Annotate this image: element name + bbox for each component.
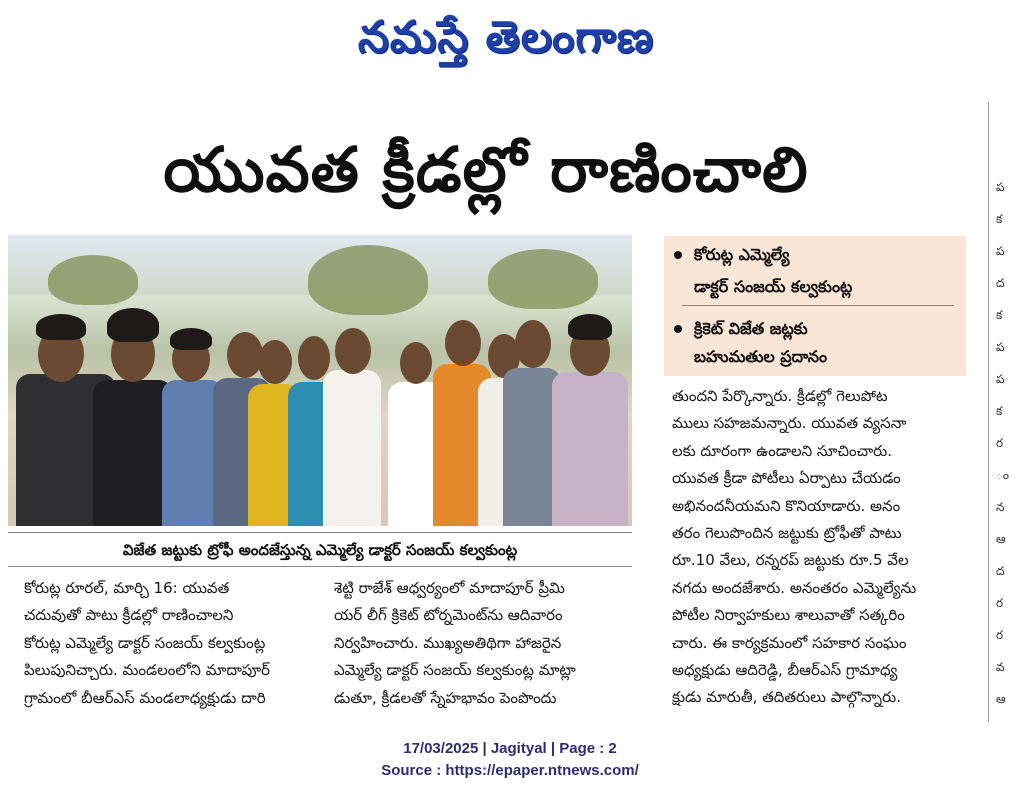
newspaper-masthead: నమస్తే తెలంగాణ: [357, 12, 655, 63]
article-line: ములు సహజమన్నారు. యువత వ్యసనా: [672, 414, 907, 433]
adjacent-article-edge: [996, 180, 1015, 740]
article-column-1: [24, 575, 308, 712]
edge-glyph: ద: [996, 564, 1005, 578]
highlight-line: కోరుట్ల ఎమ్మెల్యే: [694, 245, 790, 264]
article-line: తరం గెలుపొందిన జట్టుకు ట్రోఫీతో పాటు: [672, 524, 902, 543]
article-line: అభినందనీయమని కొనియాడారు. అనం: [672, 496, 901, 515]
edge-glyph: క: [996, 404, 1003, 418]
highlight-line: బహుమతుల ప్రదానం: [694, 347, 828, 366]
highlight-line: క్రికెట్ విజేత జట్లకు: [694, 319, 808, 338]
edge-glyph: ర: [996, 596, 1004, 610]
edge-glyph: ప: [996, 244, 1005, 258]
edge-glyph: ఆ: [996, 532, 1006, 546]
article-line: లకు దూరంగా ఉండాలని సూచించారు.: [672, 441, 892, 460]
article-line: నిర్వహించారు. ముఖ్యఅతిథిగా హాజరైన: [334, 633, 562, 652]
edge-glyph: ద: [996, 276, 1005, 290]
page-footer: [340, 738, 680, 782]
edge-glyph: ప: [996, 180, 1005, 194]
article-line: గ్రామంలో బీఆర్ఎస్ మండలాధ్యక్షుడు దారి: [24, 688, 266, 707]
edge-glyph: ప: [996, 340, 1005, 354]
article-line: చదువుతో పాటు క్రీడల్లో రాణించాలని: [24, 606, 234, 625]
article-line: ఎమ్మెల్యే డాక్టర్ సంజయ్ కల్వకుంట్ల మాట్లా: [334, 661, 576, 680]
article-column-3: [672, 383, 968, 712]
footer-source: Source : https://epaper.ntnews.com/: [381, 762, 639, 779]
article-photo: [8, 235, 632, 526]
caption-rule-bottom: [8, 566, 632, 567]
bullet-icon: [674, 251, 682, 259]
edge-glyph: ప: [996, 372, 1005, 386]
article-line: క్షుడు మారుతీ, తదితరులు పాల్గొన్నారు.: [672, 688, 901, 707]
caption-rule-top: [8, 532, 632, 533]
edge-glyph: ర: [996, 628, 1004, 642]
edge-glyph: క: [996, 212, 1003, 226]
edge-glyph: వ: [996, 660, 1005, 674]
edge-glyph: న: [996, 500, 1005, 514]
highlights-box: [664, 236, 966, 376]
article-line: డుతూ, క్రీడలతో స్నేహభావం పెంపొందు: [334, 688, 557, 707]
article-line: కోరుట్ల ఎమ్మెల్యే డాక్టర్ సంజయ్ కల్వకుంట్ల: [24, 633, 266, 652]
article-line: అధ్యక్షుడు ఆదిరెడ్డి, బీఆర్ఎస్ గ్రామాధ్య: [672, 661, 898, 680]
article-line: శెట్టి రాజేశ్ ఆధ్వర్యంలో మాదాపూర్ ప్రీమి: [334, 579, 565, 597]
article-headline: యువత క్రీడల్లో రాణించాలి: [163, 133, 809, 206]
edge-glyph: ఆ: [996, 692, 1006, 706]
article-line: పోటీల నిర్వాహకులు శాలువాతో సత్కరిం: [672, 606, 905, 625]
article-line: యర్ లీగ్ క్రికెట్ టోర్నమెంట్‌ను ఆదివారం: [334, 606, 563, 625]
article-column-2: [334, 575, 634, 712]
article-line: తుందని పేర్కొన్నారు. క్రీడల్లో గెలుపోట: [672, 387, 888, 405]
column-separator: [988, 102, 989, 722]
highlight-line: డాక్టర్ సంజయ్ కల్వకుంట్ల: [694, 277, 853, 296]
edge-glyph: క: [996, 308, 1003, 322]
article-line: కోరుట్ల రూరల్, మార్చి 16: యువత: [24, 579, 230, 597]
bullet-icon: [674, 325, 682, 333]
footer-meta: 17/03/2025 | Jagityal | Page : 2: [403, 740, 617, 757]
edge-glyph: ం: [996, 468, 1010, 482]
edge-glyph: ర: [996, 436, 1004, 450]
article-line: పిలుపునిచ్చారు. మండలంలోని మాదాపూర్: [24, 661, 271, 680]
article-line: నగదు అందజేశారు. అనంతరం ఎమ్మెల్యేను: [672, 578, 917, 597]
article-line: రూ.10 వేలు, రన్నరప్ జట్టుకు రూ.5 వేల: [672, 551, 909, 570]
photo-caption: విజేత జట్టుకు ట్రోఫీ అందజేస్తున్న ఎమ్మెల్యే డాక్టర్ సంజయ్ కల్వకుంట్ల: [122, 541, 518, 559]
article-line: చారు. ఈ కార్యక్రమంలో సహకార సంఘం: [672, 633, 907, 652]
article-line: యువత క్రీడా పోటీలు ఏర్పాటు చేయడం: [672, 469, 901, 488]
highlight-divider: [682, 305, 954, 306]
